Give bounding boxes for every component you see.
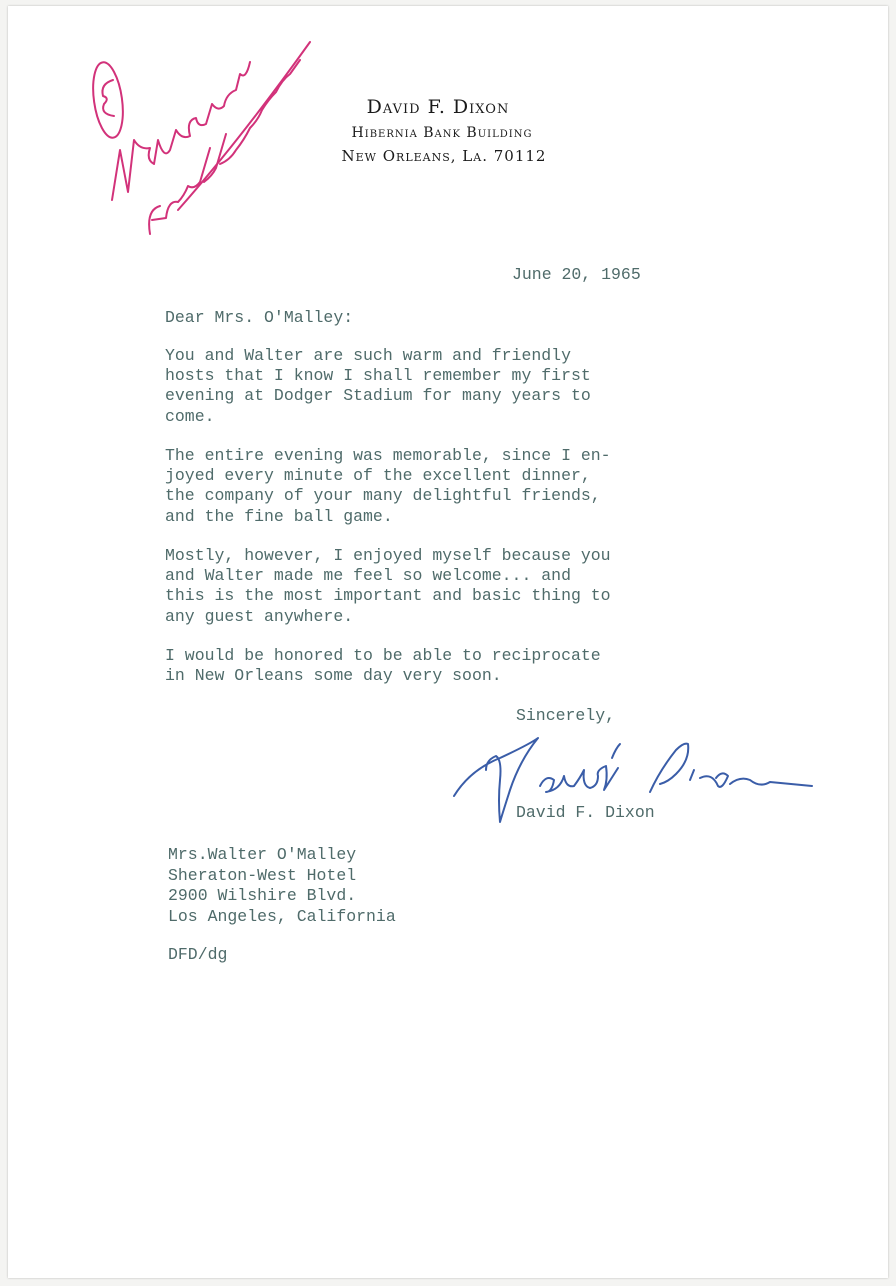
- letterhead-building: Hibernia Bank Building: [351, 125, 533, 141]
- recipient-address: Mrs.Walter O'Malley Sheraton-West Hotel 2900 Wilshire Blvd. Los Angeles, California: [168, 845, 396, 926]
- paragraph-1: You and Walter are such warm and friendly hosts that I know I shall remember my first evening at Dodger Stadium for many years to come.: [165, 346, 591, 426]
- paragraph-2: The entire evening was memorable, since I en- joyed every minute of the excellent dinner, the company of your many delightful friends, and the fine ball game.: [165, 446, 611, 526]
- signer-name: David F. Dixon: [516, 803, 655, 822]
- letterhead-name: David F. Dixon: [366, 96, 510, 118]
- paragraph-3: Mostly, however, I enjoyed myself because you and Walter made me feel so welcome... and this is the most important and basic thing to any guest anywhere.: [165, 546, 611, 626]
- salutation: Dear Mrs. O'Malley:: [165, 308, 354, 327]
- paragraph-4: I would be honored to be able to reciprocate in New Orleans some day very soon.: [165, 646, 601, 686]
- reference-initials: DFD/dg: [168, 945, 228, 964]
- closing: Sincerely,: [516, 706, 616, 725]
- letter-date: June 20, 1965: [512, 265, 641, 284]
- letterhead-city: New Orleans, La. 70112: [341, 147, 547, 165]
